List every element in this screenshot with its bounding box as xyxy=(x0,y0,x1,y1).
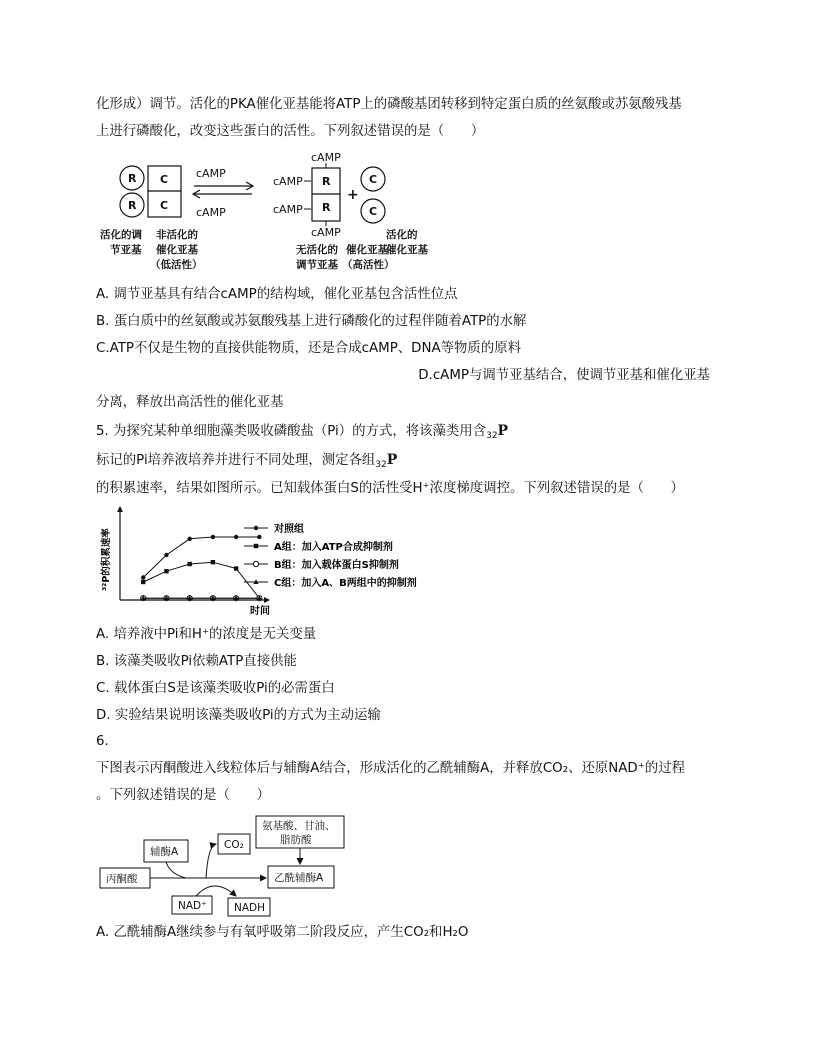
legend-label: A组：加入ATP合成抑制剂 xyxy=(274,542,393,553)
r-label: R xyxy=(128,172,137,185)
q5-option-d: D. 实验结果说明该藻类吸收Pi的方式为主动运输 xyxy=(96,708,381,723)
plus-sign: + xyxy=(347,187,359,203)
camp-label: cAMP xyxy=(311,226,341,239)
control-marker xyxy=(211,535,215,539)
p32-accumulation-chart xyxy=(96,504,466,622)
x-axis-arrow xyxy=(264,597,270,603)
camp-label: cAMP xyxy=(311,151,341,164)
caption-active-reg: 节亚基 xyxy=(110,244,142,256)
q6-stem-line1: 下图表示丙酮酸进入线粒体后与辅酶A结合，形成活化的乙酰辅酶A，并释放CO₂、还原NAD⁺的过程 xyxy=(96,761,685,776)
q5-stem-line2: 标记的Pi培养液培养并进行不同处理，测定各组$_{32}$P xyxy=(96,452,398,470)
pyruvate-to-acetyl-coa-diagram xyxy=(96,812,366,918)
amino-label: 氨基酸、甘油、 xyxy=(262,820,336,832)
group-a-marker xyxy=(187,562,191,566)
q4-option-d: D.cAMP与调节亚基结合，使调节亚基和催化亚基 xyxy=(418,368,710,383)
camp-label: cAMP xyxy=(273,175,303,188)
nadh-label: NADH xyxy=(234,902,266,914)
fatty-acid-label: 脂肪酸 xyxy=(280,834,312,846)
q4-intro-line2: 上进行磷酸化，改变这些蛋白的活性。下列叙述错误的是（ ） xyxy=(96,124,485,139)
caption-active-cat: 催化亚基 xyxy=(386,244,428,256)
q4-option-a: A. 调节亚基具有结合cAMP的结构域，催化亚基包含活性位点 xyxy=(96,287,458,302)
c-label: C xyxy=(369,205,378,218)
caption-inactive-cat: 催化亚基 xyxy=(156,244,198,256)
legend-label: C组：加入A、B两组中的抑制剂 xyxy=(274,578,417,589)
group-b-marker xyxy=(253,561,258,566)
group-a-marker xyxy=(211,560,215,564)
isotope-number: 32 xyxy=(375,460,387,470)
control-marker xyxy=(257,535,261,539)
control-marker xyxy=(234,535,238,539)
q4-option-d-cont: 分离，释放出高活性的催化亚基 xyxy=(96,395,284,410)
coenzyme-a-label: 辅酶A xyxy=(150,846,179,858)
r-label: R xyxy=(128,199,137,212)
r-label: R xyxy=(322,201,331,214)
q6-number: 6. xyxy=(96,734,109,749)
legend-label: 对照组 xyxy=(274,524,304,535)
y-axis-arrow xyxy=(117,506,123,512)
legend-label: B组：加入载体蛋白S抑制剂 xyxy=(274,560,399,571)
isotope-symbol: P xyxy=(497,423,509,439)
pka-activation-diagram xyxy=(96,148,428,276)
co2-label: CO₂ xyxy=(224,839,244,851)
caption-inactive-cat: 非活化的 xyxy=(156,229,198,241)
camp-label: cAMP xyxy=(196,167,226,180)
nad-plus-label: NAD⁺ xyxy=(178,900,207,912)
y-axis-label: ³²P的积累速率 xyxy=(101,528,112,591)
isotope-symbol: P xyxy=(386,452,398,468)
c-label: C xyxy=(369,173,378,186)
q5-stem-line1: 5. 为探究某种单细胞藻类吸收磷酸盐（Pi）的方式，将该藻类用含$_{32}$P xyxy=(96,423,509,441)
q4-option-b: B. 蛋白质中的丝氨酸或苏氨酸残基上进行磷酸化的过程伴随着ATP的水解 xyxy=(96,314,527,329)
caption-active-cat: 催化亚基 xyxy=(346,244,388,256)
q6-option-a: A. 乙酰辅酶A继续参与有氧呼吸第二阶段反应，产生CO₂和H₂O xyxy=(96,925,469,940)
group-a-marker xyxy=(164,569,168,573)
c-label: C xyxy=(160,199,169,212)
q4-intro-line1: 化形成）调节。活化的PKA催化亚基能将ATP上的磷酸基团转移到特定蛋白质的丝氨酸或苏氨酸残基 xyxy=(96,97,682,112)
c-label: C xyxy=(160,173,169,186)
control-marker xyxy=(141,575,145,579)
group-a-series xyxy=(143,562,259,598)
caption-active-cat: （高活性） xyxy=(342,259,395,271)
caption-active-reg: 活化的调 xyxy=(100,229,142,241)
acetyl-coa-label: 乙酰辅酶A xyxy=(274,872,324,884)
control-marker xyxy=(164,553,168,557)
camp-label: cAMP xyxy=(196,206,226,219)
isotope-number: 32 xyxy=(486,431,498,441)
x-axis-label: 时间 xyxy=(250,606,270,617)
q5-option-a: A. 培养液中Pi和H⁺的浓度是无关变量 xyxy=(96,627,317,642)
q4-option-c: C.ATP不仅是生物的直接供能物质，还是合成cAMP、DNA等物质的原料 xyxy=(96,341,521,356)
group-a-marker xyxy=(254,544,258,548)
q6-stem-line2: 。下列叙述错误的是（ ） xyxy=(96,788,271,803)
q5-option-b: B. 该藻类吸收Pi依赖ATP直接供能 xyxy=(96,654,297,669)
camp-label: cAMP xyxy=(273,203,303,216)
caption-active-cat: 活化的 xyxy=(386,229,418,241)
group-a-marker xyxy=(141,580,145,584)
caption-inactive-reg: 无活化的 xyxy=(296,244,338,256)
group-a-marker xyxy=(234,566,238,570)
caption-inactive-reg: 调节亚基 xyxy=(296,259,338,271)
control-series xyxy=(143,537,259,578)
control-marker xyxy=(187,537,191,541)
control-marker xyxy=(254,526,258,530)
q5-stem-line3: 的积累速率，结果如图所示。已知载体蛋白S的活性受H⁺浓度梯度调控。下列叙述错误的是（ ） xyxy=(96,481,685,496)
pyruvate-label: 丙酮酸 xyxy=(106,873,138,885)
q5-option-c: C. 载体蛋白S是该藻类吸收Pi的必需蛋白 xyxy=(96,681,335,696)
r-label: R xyxy=(322,175,331,188)
caption-inactive-cat: （低活性） xyxy=(150,259,203,271)
